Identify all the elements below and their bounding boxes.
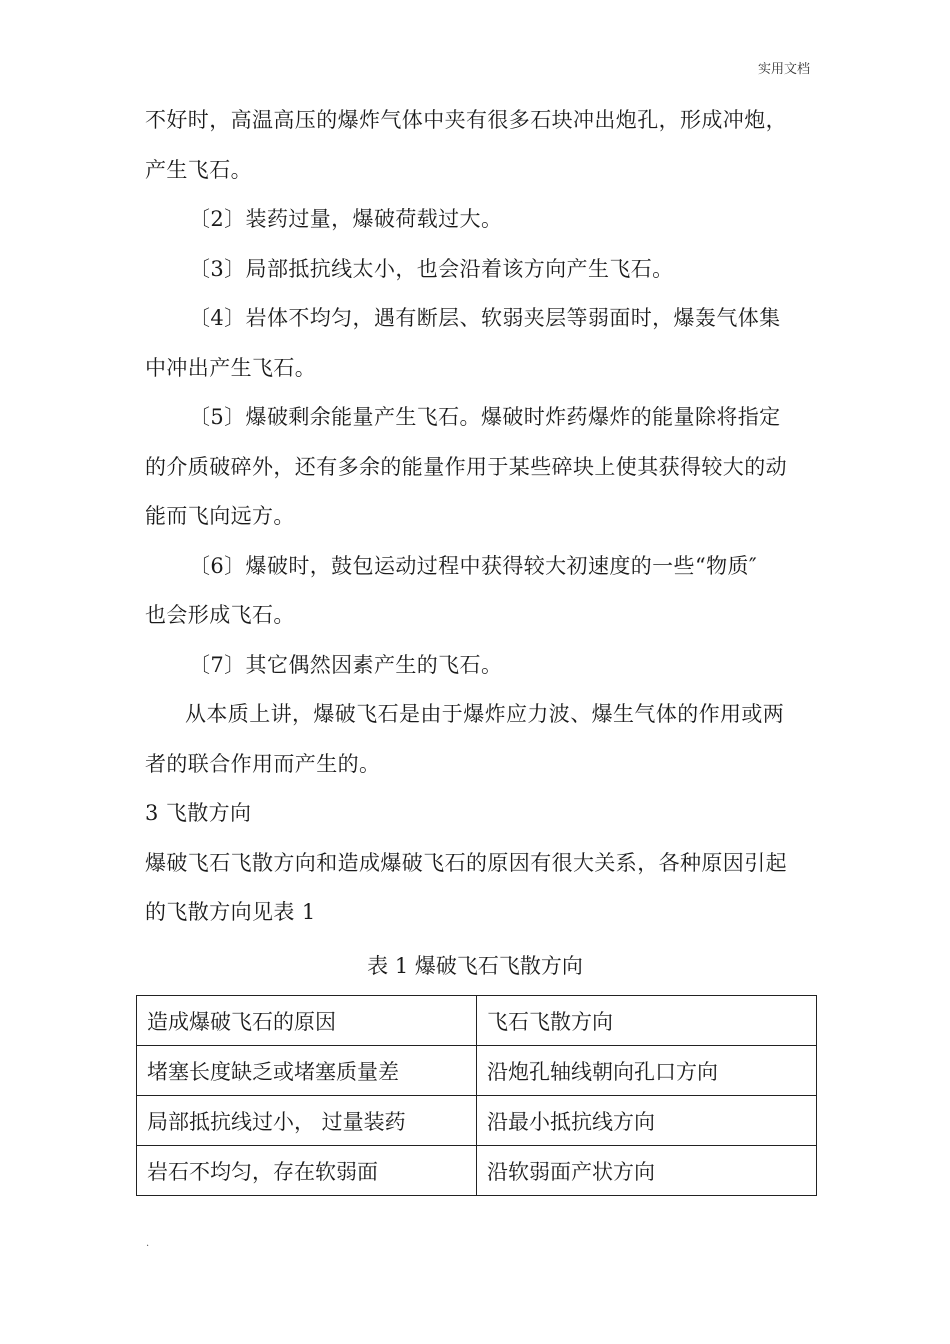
table-row: [137, 1146, 817, 1196]
paragraph-line: 从本质上讲，爆破飞石是由于爆炸应力波、爆生气体的作用或两: [185, 702, 785, 726]
flyrock-direction-table: [136, 995, 817, 1196]
list-item-7: 〔7〕其它偶然因素产生的飞石。: [189, 652, 503, 677]
list-item-6: 〔6〕爆破时，鼓包运动过程中获得较大初速度的一些“物质″: [189, 553, 758, 578]
list-item-3: 〔3〕局部抵抗线太小，也会沿着该方向产生飞石。: [189, 256, 674, 281]
table-header-row: [137, 996, 817, 1046]
table-row: [137, 1046, 817, 1096]
paragraph-line: 不好时，高温高压的爆炸气体中夹有很多石块冲出炮孔，形成冲炮，: [145, 108, 787, 132]
paragraph-line: 的介质破碎外，还有多余的能量作用于某些碎块上使其获得较大的动: [145, 454, 787, 479]
table-cell-cause: 堵塞长度缺乏或堵塞质量差: [137, 1046, 477, 1096]
paragraph-line: 的飞散方向见表 1: [145, 900, 316, 924]
paragraph-line: 中冲出产生飞石。: [145, 355, 317, 380]
paragraph-line: 者的联合作用而产生的。: [145, 751, 381, 776]
table-cell-direction: 沿软弱面产状方向: [477, 1146, 817, 1196]
paragraph-line: 爆破飞石飞散方向和造成爆破飞石的原因有很大关系，各种原因引起: [145, 850, 787, 875]
paragraph-line: 也会形成飞石。: [145, 603, 295, 627]
paragraph-line: 能而飞向远方。: [145, 504, 295, 528]
paragraph-line: 产生飞石。: [145, 157, 252, 182]
table-header-cause: 造成爆破飞石的原因: [137, 996, 477, 1046]
list-item-4: 〔4〕岩体不均匀，遇有断层、软弱夹层等弱面时，爆轰气体集: [189, 306, 781, 330]
table-cell-direction: 沿最小抵抗线方向: [477, 1096, 817, 1146]
document-body: [145, 96, 817, 938]
table-cell-direction: 沿炮孔轴线朝向孔口方向: [477, 1046, 817, 1096]
table-cell-cause: 岩石不均匀，存在软弱面: [137, 1146, 477, 1196]
list-item-5: 〔5〕爆破剩余能量产生飞石。爆破时炸药爆炸的能量除将指定: [189, 405, 781, 429]
table-header-direction: 飞石飞散方向: [477, 996, 817, 1046]
table-caption: 表 1 爆破飞石飞散方向: [367, 954, 583, 978]
list-item-2: 〔2〕装药过量，爆破荷载过大。: [189, 207, 503, 231]
table-cell-cause: 局部抵抗线过小， 过量装药: [137, 1096, 477, 1146]
page-header-label: 实用文档: [757, 62, 810, 77]
footer-mark: .: [146, 1238, 150, 1249]
table-row: [137, 1096, 817, 1146]
section-heading: 3 飞散方向: [145, 801, 252, 825]
